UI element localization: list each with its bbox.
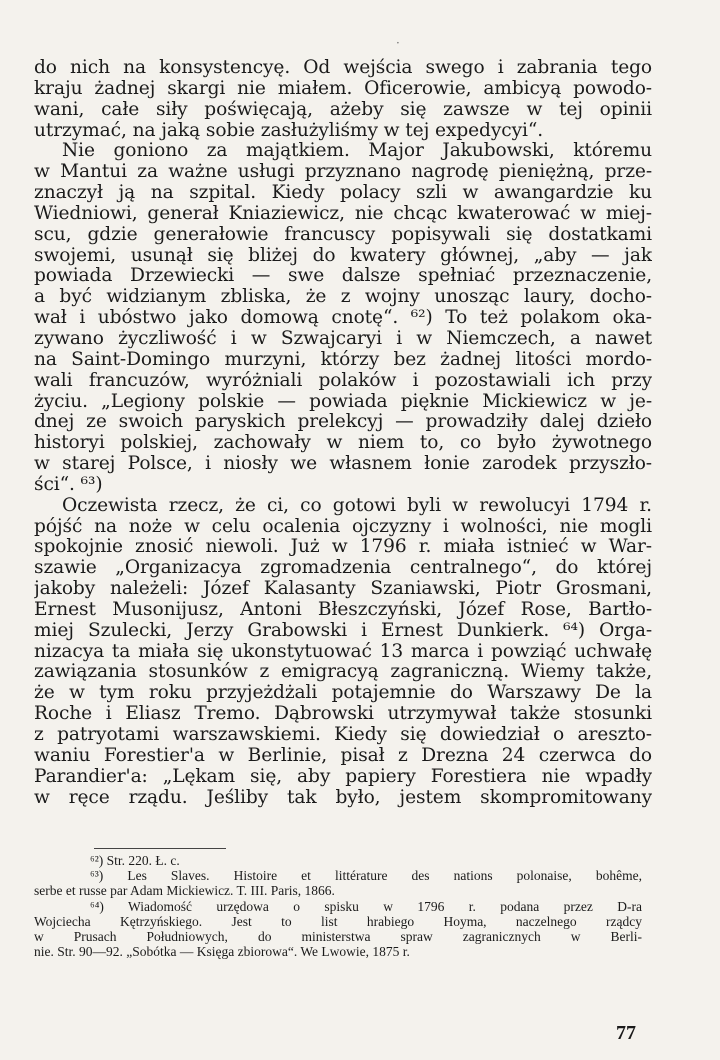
text-line: wani, całe siły poświęcają, ażeby się zawsze w tej opinii bbox=[34, 99, 652, 120]
footnote-line: ⁶⁴) Wiadomość urzędowa o spisku w 1796 r. podana przez D-ra bbox=[90, 898, 642, 914]
footnote-line: Wojciecha Kętrzyńskiego. Jest to list hrabiego Hoyma, naczelnego rządcy bbox=[34, 913, 642, 929]
text-line: Ernest Musonijusz, Antoni Błeszczyński, Józef Rose, Bartło- bbox=[34, 599, 652, 620]
text-line: miej Szulecki, Jerzy Grabowski i Ernest Dunkierk. ⁶⁴) Orga- bbox=[34, 620, 652, 641]
text-line: szawie „Organizacya zgromadzenia centralnego“, do której bbox=[34, 558, 652, 579]
text-line: pójść na noże w celu ocalenia ojczyzny i wolności, nie mogli bbox=[34, 516, 652, 537]
text-line: kraju żadnej skargi nie miałem. Oficerowie, ambicyą powodo- bbox=[34, 78, 652, 99]
header-mark: · bbox=[396, 36, 400, 50]
text-line: na Saint-Domingo murzyni, którzy bez żadnej litości mordo- bbox=[34, 349, 652, 370]
text-line: waniu Forestier'a w Berlinie, pisał z Drezna 24 czerwca do bbox=[34, 745, 652, 766]
footnote-line: nie. Str. 90—92. „Sobótka — Księga zbiorowa“. We Lwowie, 1875 r. bbox=[34, 944, 410, 960]
text-line: życiu. „Legiony polskie — powiada pięknie Mickiewicz w je- bbox=[34, 391, 652, 412]
text-line: Wiedniowi, generał Kniaziewicz, nie chcąc kwaterować w miej- bbox=[34, 203, 652, 224]
text-line: wał i ubóstwo jako domową cnotę“. ⁶²) To też polakom oka- bbox=[34, 308, 652, 329]
text-line: w starej Polsce, i niosły we własnem łonie zarodek przyszło- bbox=[34, 454, 652, 475]
text-line: w ręce rządu. Jeśliby tak było, jestem skompromitowany bbox=[34, 787, 652, 808]
text-line: a być widzianym zbliska, że z wojny unosząc laury, docho- bbox=[34, 287, 652, 308]
footnotes bbox=[34, 853, 642, 959]
footnote-divider bbox=[94, 848, 226, 849]
text-line: historyi polskiej, zachowały w niem to, co było żywotnego bbox=[34, 433, 652, 454]
footnote-line: ⁶³) Les Slaves. Histoire et littérature des nations polonaise, bohême, bbox=[90, 868, 642, 884]
text-line: Nie goniono za majątkiem. Major Jakubowski, któremu bbox=[62, 141, 652, 162]
text-line: dnej ze swoich paryskich prelekcyj — prowadziły dalej dzieło bbox=[34, 412, 652, 433]
text-line: że w tym roku przyjeżdżali potajemnie do Warszawy De la bbox=[34, 683, 652, 704]
footnote-line: w Prusach Południowych, do ministerstwa spraw zagranicznych w Berli- bbox=[34, 929, 642, 945]
text-line: scu, gdzie generałowie francuscy popisywali się dostatkami bbox=[34, 224, 652, 245]
text-line: z patryotami warszawskiemi. Kiedy się dowiedział o areszto- bbox=[34, 725, 652, 745]
text-line: powiada Drzewiecki — swe dalsze spełniać przeznaczenie, bbox=[34, 266, 652, 287]
text-line: zywano życzliwość i w Szwajcaryi i w Niemczech, a nawet bbox=[34, 328, 652, 349]
text-line: Parandier'a: „Lękam się, aby papiery Forestiera nie wpadły bbox=[34, 766, 652, 787]
text-line: ści“. ⁶³) bbox=[34, 474, 103, 495]
text-line: Oczewista rzecz, że ci, co gotowi byli w rewolucyi 1794 r. bbox=[62, 495, 652, 516]
footnote-line: serbe et russe par Adam Mickiewicz. T. III. Paris, 1866. bbox=[34, 883, 335, 899]
text-line: utrzymać, na jaką sobie zasłużyliśmy w tej expedycyi“. bbox=[34, 120, 544, 141]
text-line: do nich na konsystencyę. Od wejścia swego i zabrania tego bbox=[34, 58, 652, 78]
text-line: wali francuzów, wyróżniali polaków i pozostawiali ich przy bbox=[34, 370, 652, 391]
footnote-line: ⁶²) Str. 220. Ł. c. bbox=[90, 853, 180, 868]
text-line: spokojnie znosić niewoli. Już w 1796 r. miała istnieć w War- bbox=[34, 537, 652, 558]
text-line: znaczył ją na szpital. Kiedy polacy szli w awangardzie ku bbox=[34, 183, 652, 204]
text-line: zawiązania stosunków z emigracyą zagraniczną. Wiemy także, bbox=[34, 662, 652, 683]
text-line: swojemi, usunął się bliżej do kwatery głównej, „aby — jak bbox=[34, 245, 652, 266]
text-line: nizacya ta miała się ukonstytuować 13 marca i powziąć uchwałę bbox=[34, 641, 652, 662]
main-text bbox=[34, 58, 652, 808]
text-line: w Mantui za ważne usługi przyznano nagrodę pieniężną, prze- bbox=[34, 162, 652, 183]
page-number: 77 bbox=[616, 1022, 636, 1044]
text-line: Roche i Eliasz Tremo. Dąbrowski utrzymywał także stosunki bbox=[34, 704, 652, 725]
text-line: jakoby należeli: Józef Kalasanty Szaniawski, Piotr Grosmani, bbox=[34, 579, 652, 600]
